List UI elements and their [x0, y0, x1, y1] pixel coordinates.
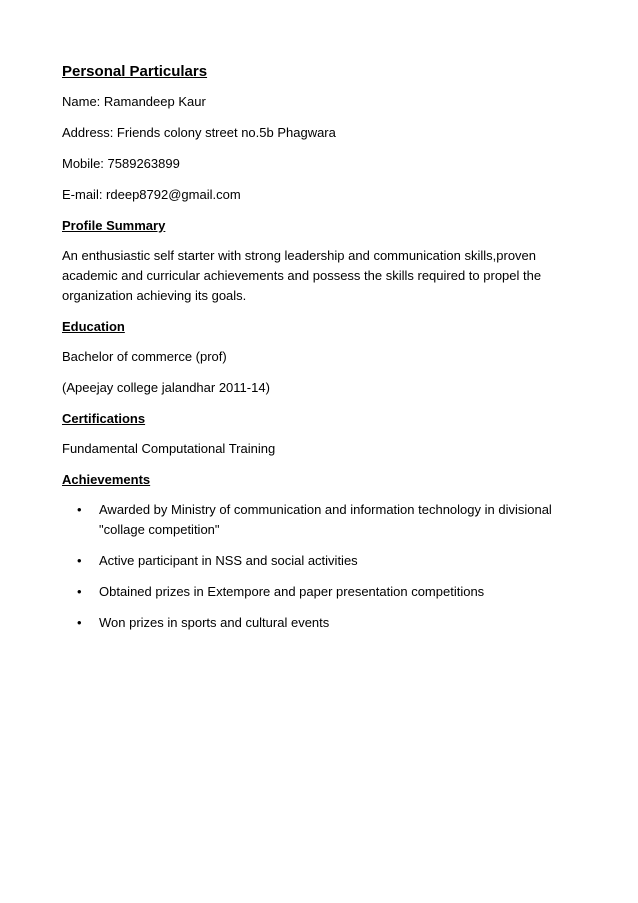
- bullet-icon: •: [77, 615, 82, 630]
- mobile-line: Mobile: 7589263899: [62, 156, 180, 171]
- bullet-icon: •: [77, 553, 82, 568]
- bullet-icon: •: [77, 584, 82, 599]
- profile-summary-text: An enthusiastic self starter with strong leadership and communication skills,proven academic and curricular achievements and possess the skills required to propel the organization achieving its goals.: [62, 248, 542, 303]
- address-line: Address: Friends colony street no.5b Phagwara: [62, 125, 336, 140]
- list-item: [62, 613, 582, 633]
- achievement-text: Obtained prizes in Extempore and paper presentation competitions: [99, 584, 485, 599]
- education-college: (Apeejay college jalandhar 2011-14): [62, 380, 270, 395]
- email-line: E-mail: rdeep8792@gmail.com: [62, 187, 241, 202]
- certifications-heading: Certifications: [62, 411, 146, 426]
- list-item: [62, 551, 582, 571]
- achievement-text: Won prizes in sports and cultural events: [99, 615, 330, 630]
- personal-particulars-heading: Personal Particulars: [62, 63, 208, 80]
- achievement-text: Active participant in NSS and social activities: [99, 553, 358, 568]
- list-item: [62, 582, 582, 602]
- list-item: [62, 500, 582, 540]
- achievements-list: [62, 500, 582, 633]
- name-line: Name: Ramandeep Kaur: [62, 94, 206, 109]
- achievements-heading: Achievements: [62, 472, 151, 487]
- achievement-text: Awarded by Ministry of communication and information technology in divisional "collage competition": [99, 502, 552, 537]
- education-heading: Education: [62, 319, 125, 334]
- certification-item: Fundamental Computational Training: [62, 441, 276, 456]
- education-degree: Bachelor of commerce (prof): [62, 349, 227, 364]
- resume-content: [62, 61, 582, 644]
- bullet-icon: •: [77, 502, 82, 517]
- profile-summary-heading: Profile Summary: [62, 218, 166, 233]
